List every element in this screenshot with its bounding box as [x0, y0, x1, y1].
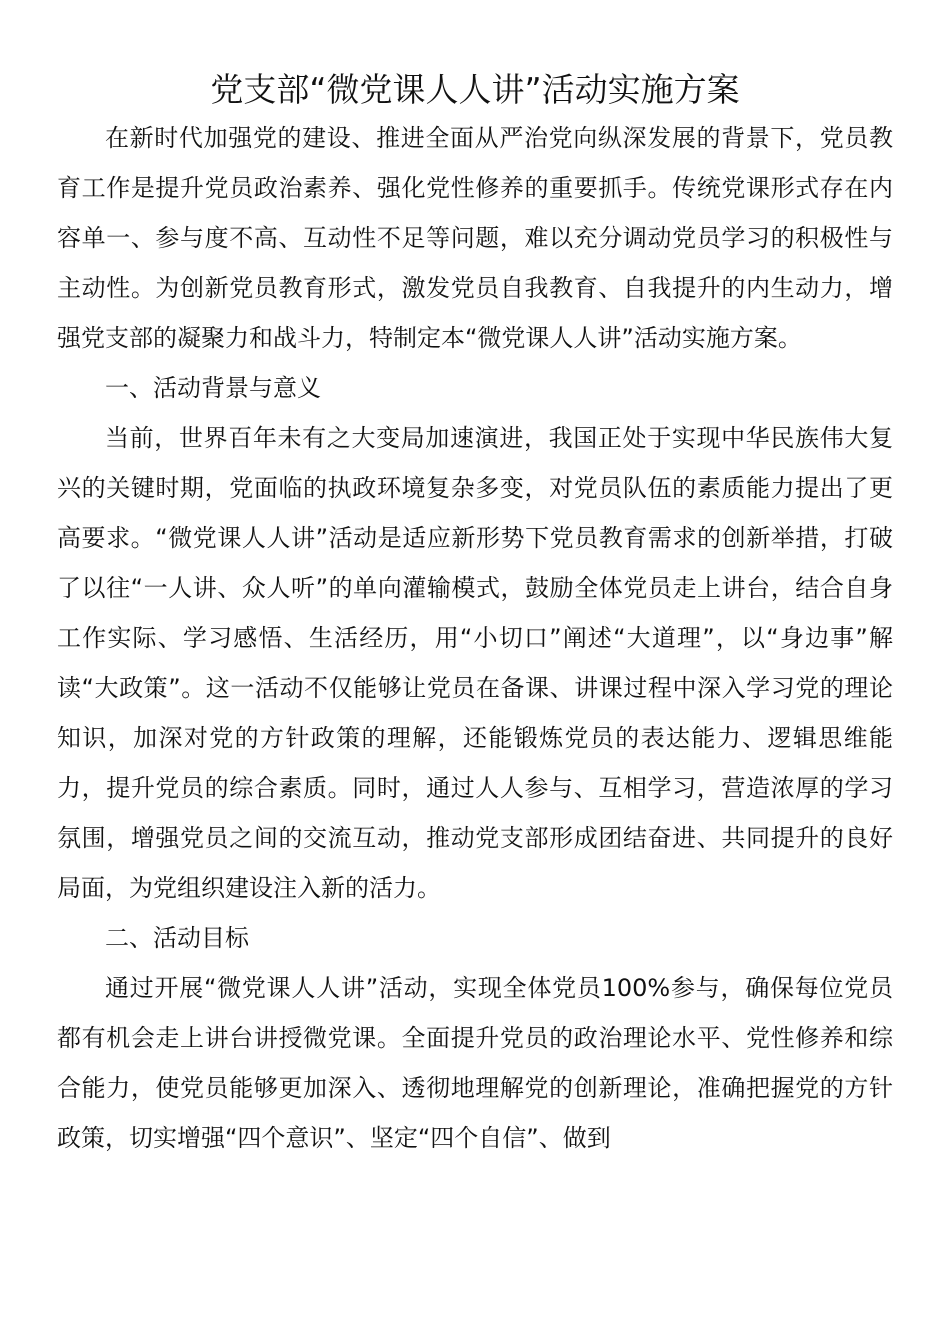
document-body [57, 113, 893, 1163]
intro-paragraph: 在新时代加强党的建设、推进全面从严治党向纵深发展的背景下，党员教育工作是提升党员政治素养、强化党性修养的重要抓手。传统党课形式存在内容单一、参与度不高、互动性不足等问题，难以充分调动党员学习的积极性与主动性。为创新党员教育形式，激发党员自我教育、自我提升的内生动力，增强党支部的凝聚力和战斗力，特制定本“微党课人人讲”活动实施方案。 [57, 124, 893, 352]
background-paragraph: 当前，世界百年未有之大变局加速演进，我国正处于实现中华民族伟大复兴的关键时期，党面临的执政环境复杂多变，对党员队伍的素质能力提出了更高要求。“微党课人人讲”活动是适应新形势下党员教育需求的创新举措，打破了以往“一人讲、众人听”的单向灌输模式，鼓励全体党员走上讲台，结合自身工作实际、学习感悟、生活经历，用“小切口”阐述“大道理”，以“身边事”解读“大政策”。这一活动不仅能够让党员在备课、讲课过程中深入学习党的理论知识，加深对党的方针政策的理解，还能锻炼党员的表达能力、逻辑思维能力，提升党员的综合素质。同时，通过人人参与、互相学习，营造浓厚的学习氛围，增强党员之间的交流互动，推动党支部形成团结奋进、共同提升的良好局面，为党组织建设注入新的活力。 [57, 424, 893, 902]
document-title: 党支部“微党课人人讲”活动实施方案 [210, 70, 740, 109]
section-heading-background: 一、活动背景与意义 [105, 374, 321, 402]
section-heading-goals: 二、活动目标 [105, 924, 249, 952]
goals-paragraph: 通过开展“微党课人人讲”活动，实现全体党员100%参与，确保每位党员都有机会走上讲台讲授微党课。全面提升党员的政治理论水平、党性修养和综合能力，使党员能够更加深入、透彻地理解党的创新理论，准确把握党的方针政策，切实增强“四个意识”、坚定“四个自信”、做到 [57, 974, 893, 1152]
